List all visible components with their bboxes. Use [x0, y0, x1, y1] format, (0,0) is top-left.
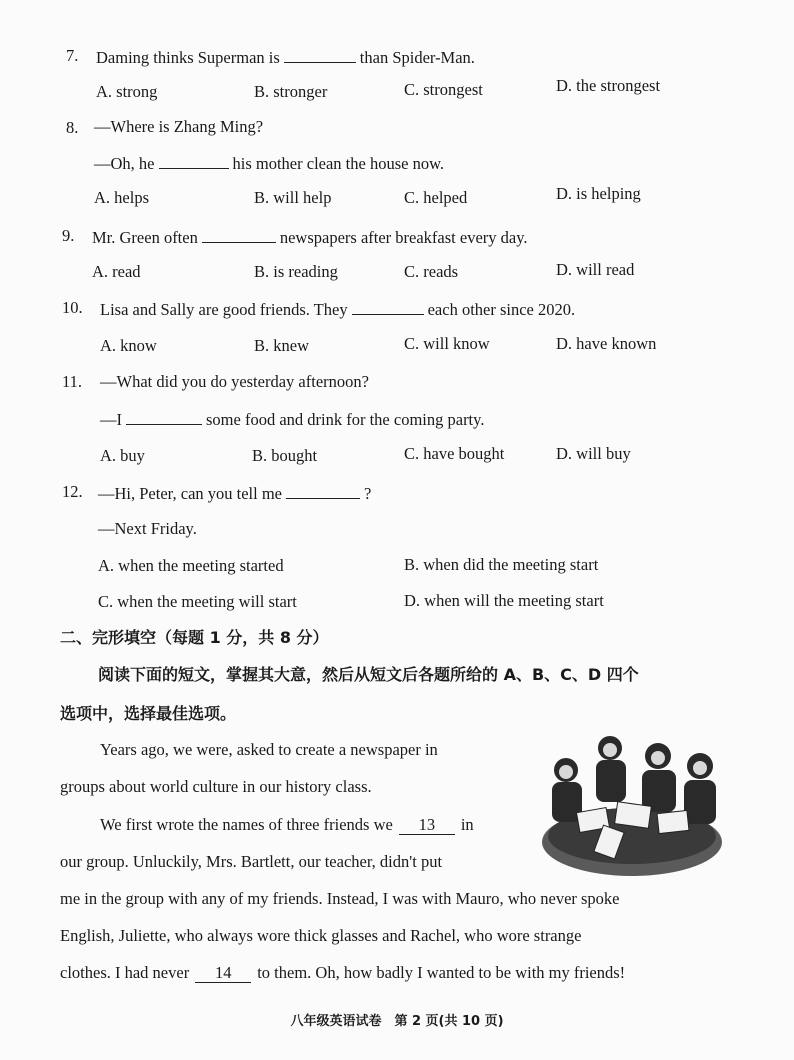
question-stem — [92, 228, 528, 247]
option-a: A. buy — [100, 446, 145, 465]
passage-text: clothes. I had never — [60, 963, 190, 982]
cloze-blank-13: 13 — [399, 817, 455, 835]
stem-text: —Oh, he — [94, 154, 155, 173]
section-title: 二、完形填空（每题 1 分，共 8 分） — [60, 628, 329, 647]
stem-text: newspapers after breakfast every day. — [279, 228, 528, 247]
passage-line: English, Juliette, who always wore thick glasses and Rachel, who wore strange — [60, 926, 582, 945]
stem-text: Lisa and Sally are good friends. They — [100, 300, 348, 319]
option-d: D. will read — [556, 260, 635, 279]
passage-line: Years ago, we were, asked to create a newspaper in — [100, 740, 438, 759]
option-c: C. have bought — [404, 444, 505, 463]
question-stem — [100, 300, 575, 319]
answer-blank — [126, 410, 202, 425]
question-number: 12. — [62, 482, 83, 501]
question-number: 8. — [66, 118, 79, 137]
stem-text: Daming thinks Superman is — [96, 48, 280, 67]
page-footer: 八年级英语试卷 第 2 页(共 10 页) — [290, 1014, 504, 1029]
answer-blank — [159, 154, 229, 169]
option-b: B. bought — [252, 446, 318, 465]
option-c: C. strongest — [404, 80, 483, 99]
option-b: B. will help — [254, 188, 332, 207]
option-d: D. when will the meeting start — [404, 591, 604, 610]
stem-text: —I — [100, 410, 122, 429]
question-number: 11. — [62, 372, 83, 391]
question-stem: —What did you do yesterday afternoon? — [100, 372, 369, 391]
question-stem — [98, 484, 371, 503]
option-a: A. know — [100, 336, 157, 355]
section-instruction: 选项中，选择最佳选项。 — [60, 704, 237, 723]
option-a: A. read — [92, 262, 141, 281]
passage-text: to them. Oh, how badly I wanted to be with my friends! — [257, 963, 626, 982]
passage-text: in — [460, 815, 474, 834]
option-d: D. have known — [556, 334, 657, 353]
stem-text: than Spider-Man. — [359, 48, 475, 67]
stem-text: Mr. Green often — [92, 228, 198, 247]
option-d: D. will buy — [556, 444, 631, 463]
stem-text: —Hi, Peter, can you tell me — [98, 484, 282, 503]
option-d: D. is helping — [556, 184, 641, 203]
stem-text: ? — [364, 484, 372, 503]
option-a: A. when the meeting started — [98, 556, 284, 575]
option-a: A. helps — [94, 188, 149, 207]
question-number: 9. — [62, 226, 75, 245]
option-a: A. strong — [96, 82, 158, 101]
option-c: C. when the meeting will start — [98, 592, 297, 611]
option-c: C. helped — [404, 188, 468, 207]
stem-text: some food and drink for the coming party. — [206, 410, 485, 429]
question-line2 — [100, 410, 484, 429]
passage-line — [100, 817, 474, 835]
answer-blank — [352, 300, 424, 315]
option-b: B. when did the meeting start — [404, 555, 599, 574]
option-b: B. stronger — [254, 82, 328, 101]
option-d: D. the strongest — [556, 76, 661, 95]
question-line2: —Next Friday. — [98, 519, 197, 538]
section-instruction: 阅读下面的短文，掌握其大意，然后从短文后各题所给的 A、B、C、D 四个 — [98, 665, 639, 684]
passage-line: me in the group with any of my friends. Instead, I was with Mauro, who never spoke — [60, 889, 620, 908]
passage-text: We first wrote the names of three friends we — [100, 815, 393, 834]
option-c: C. reads — [404, 262, 459, 281]
stem-text: each other since 2020. — [427, 300, 576, 319]
option-c: C. will know — [404, 334, 490, 353]
answer-blank — [286, 484, 360, 499]
cloze-blank-14: 14 — [195, 965, 251, 983]
answer-blank — [202, 228, 276, 243]
question-number: 10. — [62, 298, 83, 317]
question-line2 — [94, 154, 444, 173]
question-stem: —Where is Zhang Ming? — [94, 117, 264, 136]
question-number: 7. — [66, 46, 79, 65]
option-b: B. knew — [254, 336, 309, 355]
passage-line: our group. Unluckily, Mrs. Bartlett, our teacher, didn't put — [60, 852, 443, 871]
answer-blank — [284, 48, 356, 63]
students-group-illustration — [538, 730, 726, 878]
question-stem — [96, 48, 475, 67]
stem-text: his mother clean the house now. — [232, 154, 445, 173]
passage-line: groups about world culture in our history class. — [60, 777, 372, 796]
option-b: B. is reading — [254, 262, 338, 281]
passage-line — [60, 965, 625, 983]
